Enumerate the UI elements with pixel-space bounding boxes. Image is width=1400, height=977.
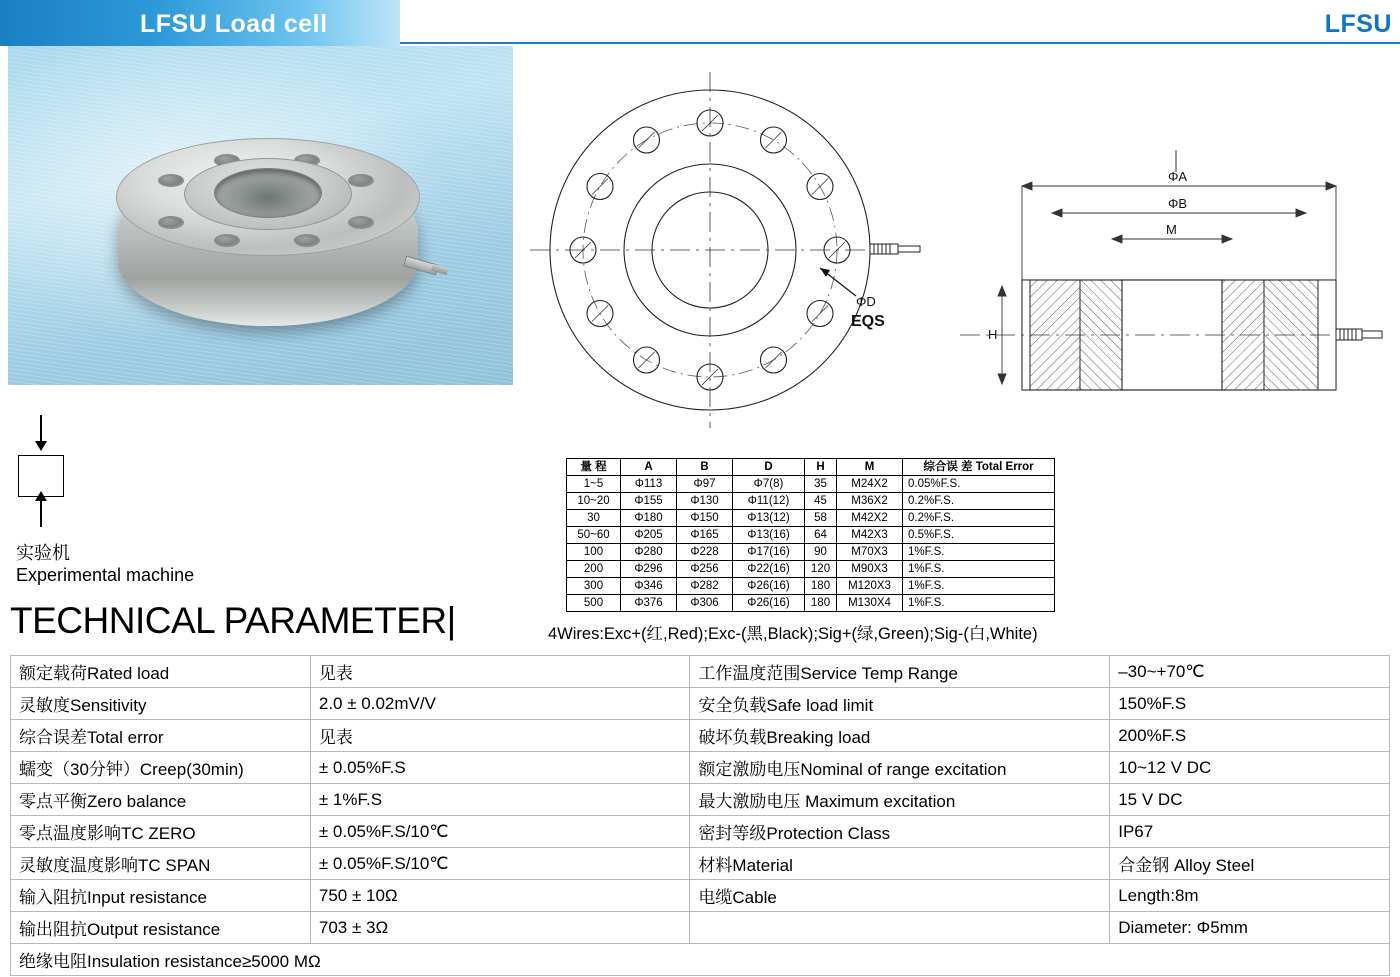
spec-header-cell: H [805,459,837,476]
header-model-label: LFSU [1324,10,1392,38]
spec-cell: 180 [805,578,837,595]
param-label [690,912,1110,944]
table-row [567,476,1055,493]
spec-cell: 64 [805,527,837,544]
spec-cell: Φ26(16) [733,595,805,612]
spec-cell: 100 [567,544,621,561]
experimental-machine-label-cn: 实验机 [16,543,70,563]
spec-cell: Φ26(16) [733,578,805,595]
spec-cell: 500 [567,595,621,612]
table-row [11,720,1390,752]
param-label: 灵敏度Sensitivity [11,688,311,720]
table-row [567,578,1055,595]
spec-header-cell: D [733,459,805,476]
load-cell-center-thread [214,168,322,218]
spec-cell: Φ296 [621,561,677,578]
spec-cell: M36X2 [837,493,903,510]
arrow-up-icon [40,501,42,527]
bolt-hole-icon [294,234,320,247]
param-label: 材料Material [690,848,1110,880]
front-view-eqs-callout: EQS [851,313,885,330]
param-value: 见表 [310,656,690,688]
spec-header-cell: B [677,459,733,476]
spec-cell: Φ165 [677,527,733,544]
experimental-machine-diagram [10,415,250,590]
spec-cell: Φ150 [677,510,733,527]
spec-cell: M70X3 [837,544,903,561]
spec-cell: 30 [567,510,621,527]
header-divider [400,42,1400,44]
spec-cell: 50~60 [567,527,621,544]
dimension-spec-table [566,458,1055,612]
spec-cell: 0.2%F.S. [903,493,1055,510]
param-value: Diameter: Φ5mm [1110,912,1390,944]
table-row [11,656,1390,688]
spec-cell: Φ13(16) [733,527,805,544]
table-row [11,880,1390,912]
table-row [567,561,1055,578]
param-label: 安全负载Safe load limit [690,688,1110,720]
spec-cell: 0.2%F.S. [903,510,1055,527]
spec-cell: Φ113 [621,476,677,493]
param-label: 密封等级Protection Class [690,816,1110,848]
bolt-hole-icon [214,234,240,247]
spec-cell: Φ97 [677,476,733,493]
spec-cell: 1%F.S. [903,595,1055,612]
diameter-leader-line [820,268,856,296]
table-row [567,493,1055,510]
spec-cell: Φ205 [621,527,677,544]
spec-cell: 90 [805,544,837,561]
insulation-resistance-row: 绝缘电阻Insulation resistance≥5000 MΩ [11,944,1390,976]
param-value: 703 ± 3Ω [310,912,690,944]
front-view-drawing [520,60,940,440]
spec-cell: M24X2 [837,476,903,493]
spec-cell: Φ17(16) [733,544,805,561]
spec-cell: 1%F.S. [903,578,1055,595]
param-value: 10~12 V DC [1110,752,1390,784]
spec-cell: Φ13(12) [733,510,805,527]
param-value: 15 V DC [1110,784,1390,816]
param-label: 额定激励电压Nominal of range excitation [690,752,1110,784]
load-cell-photo [8,46,513,385]
spec-header-cell: 综合误 差 Total Error [903,459,1055,476]
spec-cell: Φ155 [621,493,677,510]
spec-cell: Φ22(16) [733,561,805,578]
spec-cell: Φ376 [621,595,677,612]
param-value: ± 1%F.S [310,784,690,816]
dimension-m-label: M [1166,222,1177,237]
bolt-hole-icon [348,174,374,187]
page-header [0,0,1400,46]
spec-cell: Φ282 [677,578,733,595]
spec-cell: Φ130 [677,493,733,510]
technical-parameter-table [10,655,1390,976]
param-value: 150%F.S [1110,688,1390,720]
spec-header-cell: 量 程 [567,459,621,476]
spec-table-header-row [567,459,1055,476]
bolt-hole-icon [158,174,184,187]
dimension-h-label: H [988,327,998,342]
table-row [11,848,1390,880]
param-label: 额定载荷Rated load [11,656,311,688]
spec-cell: M130X4 [837,595,903,612]
param-label: 输入阻抗Input resistance [11,880,311,912]
spec-cell: 180 [805,595,837,612]
page-title: LFSU Load cell [140,10,328,38]
param-value: ± 0.05%F.S/10℃ [310,816,690,848]
param-value: –30~+70℃ [1110,656,1390,688]
spec-cell: Φ7(8) [733,476,805,493]
table-row [567,527,1055,544]
param-label: 综合误差Total error [11,720,311,752]
center-crosshair [530,72,890,428]
param-label: 灵敏度温度影响TC SPAN [11,848,311,880]
wiring-note: 4Wires:Exc+(红,Red);Exc-(黑,Black);Sig+(绿,Green);Sig-(白,White) [548,625,1038,643]
table-row [11,816,1390,848]
arrow-down-icon [40,415,42,443]
experimental-machine-label-en: Experimental machine [16,565,195,585]
spec-cell: 1~5 [567,476,621,493]
spec-cell: Φ228 [677,544,733,561]
table-row [11,944,1390,976]
table-row [11,784,1390,816]
param-label: 零点温度影响TC ZERO [11,816,311,848]
spec-cell: Φ11(12) [733,493,805,510]
spec-cell: 120 [805,561,837,578]
spec-cell: 0.05%F.S. [903,476,1055,493]
spec-cell: 10~20 [567,493,621,510]
spec-header-cell: M [837,459,903,476]
param-value: 合金钢 Alloy Steel [1110,848,1390,880]
spec-cell: 58 [805,510,837,527]
param-value: 200%F.S [1110,720,1390,752]
section-cable-outlet [1336,329,1382,340]
param-value: 750 ± 10Ω [310,880,690,912]
param-value: ± 0.05%F.S [310,752,690,784]
spec-cell: Φ346 [621,578,677,595]
bolt-hole-icon [348,216,374,229]
table-row [567,544,1055,561]
spec-cell: 1%F.S. [903,561,1055,578]
table-row [567,595,1055,612]
spec-header-cell: A [621,459,677,476]
spec-cell: Φ256 [677,561,733,578]
spec-cell: Φ306 [677,595,733,612]
param-label: 最大激励电压 Maximum excitation [690,784,1110,816]
table-row [11,752,1390,784]
param-label: 零点平衡Zero balance [11,784,311,816]
spec-cell: 300 [567,578,621,595]
table-row [11,688,1390,720]
param-label: 输出阻抗Output resistance [11,912,311,944]
param-value: IP67 [1110,816,1390,848]
param-value: ± 0.05%F.S/10℃ [310,848,690,880]
spec-cell: 45 [805,493,837,510]
front-view-diameter-callout: ΦD [856,294,876,309]
dimension-b-label: ΦB [1168,196,1188,211]
spec-cell: M42X3 [837,527,903,544]
param-label: 破坏负载Breaking load [690,720,1110,752]
param-label: 工作温度范围Service Temp Range [690,656,1110,688]
param-label: 电缆Cable [690,880,1110,912]
dimension-a-label: ΦA [1168,169,1188,184]
bolt-hole-icon [158,216,184,229]
table-row [567,510,1055,527]
param-value: 见表 [310,720,690,752]
spec-cell: M120X3 [837,578,903,595]
cable-outlet [870,244,920,254]
param-value: 2.0 ± 0.02mV/V [310,688,690,720]
table-row [11,912,1390,944]
spec-cell: M42X2 [837,510,903,527]
param-label: 蠕变（30分钟）Creep(30min) [11,752,311,784]
spec-cell: 0.5%F.S. [903,527,1055,544]
spec-cell: 1%F.S. [903,544,1055,561]
spec-cell: 200 [567,561,621,578]
technical-parameter-heading: TECHNICAL PARAMETER| [10,600,456,641]
section-view-drawing [940,100,1390,420]
spec-cell: 35 [805,476,837,493]
spec-cell: M90X3 [837,561,903,578]
spec-cell: Φ180 [621,510,677,527]
param-value: Length:8m [1110,880,1390,912]
spec-cell: Φ280 [621,544,677,561]
